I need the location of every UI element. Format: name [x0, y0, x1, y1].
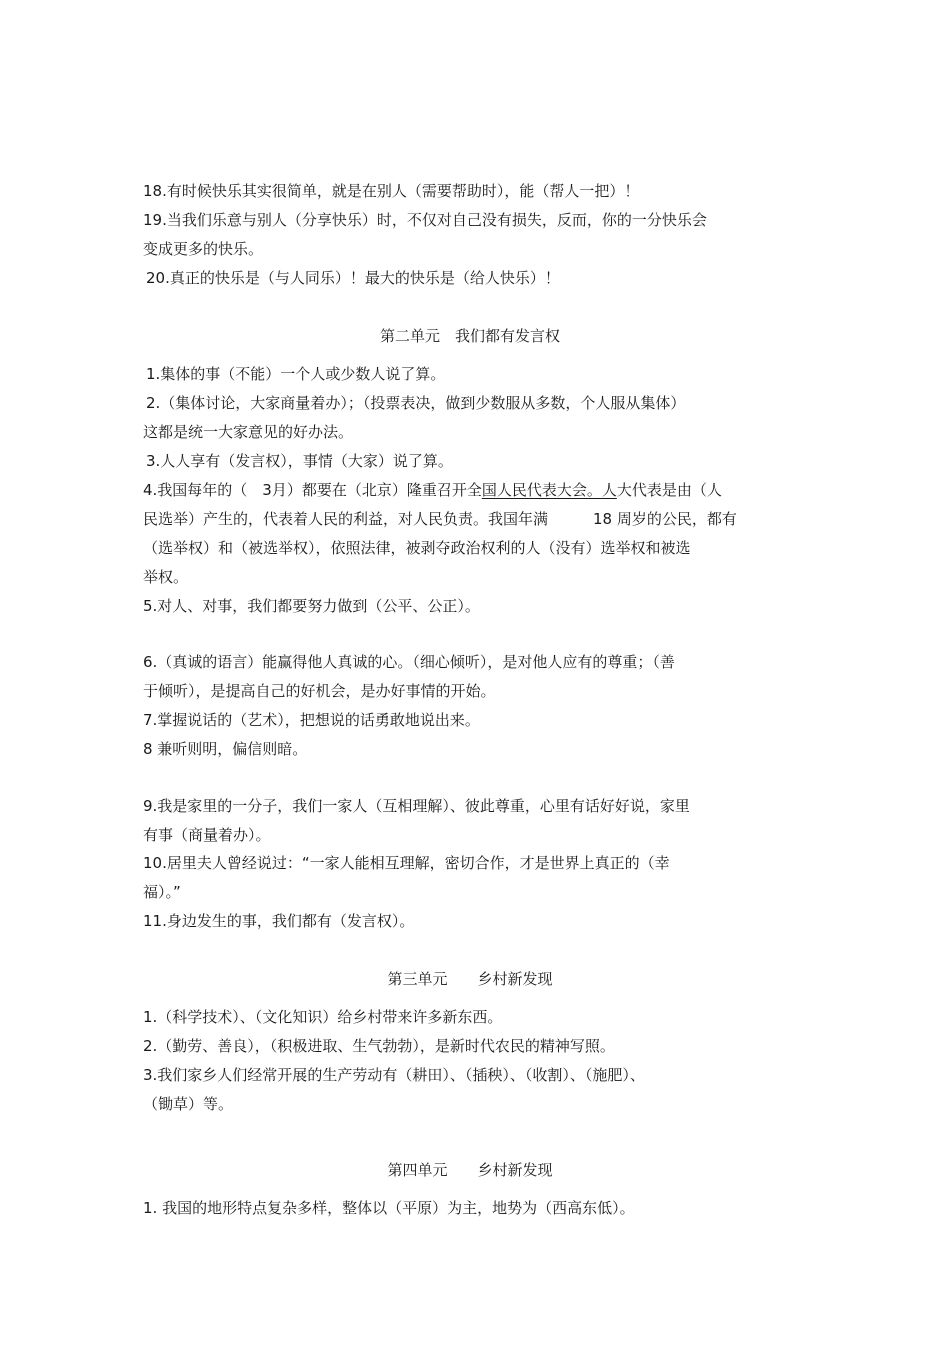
unit2-item-6: 6.（真诚的语言）能赢得他人真诚的心。（细心倾听），是对他人应有的尊重；（善: [143, 653, 675, 671]
unit2-item-11: 11.身边发生的事，我们都有（发言权）。: [143, 912, 415, 930]
unit1-item-20: 20.真正的快乐是（与人同乐）！最大的快乐是（给人快乐）！: [146, 269, 560, 287]
unit1-item-18: 18.有时候快乐其实很简单，就是在别人（需要帮助时），能（帮人一把）！: [143, 182, 640, 200]
unit3-item-1: 1.（科学技术）、（文化知识）给乡村带来许多新东西。: [143, 1008, 503, 1026]
unit2-item-9-cont: 有事（商量着办）。: [143, 826, 271, 844]
unit2-item-4-cont-3: 举权。: [143, 568, 189, 586]
unit4-item-1: 1. 我国的地形特点复杂多样，整体以（平原）为主，地势为（西高东低）。: [143, 1199, 635, 1217]
unit2-item-4-cont-1: 民选举）产生的，代表着人民的利益，对人民负责。我国年满 18 周岁的公民，都有: [143, 510, 737, 528]
unit2-item-8: 8 兼听则明，偏信则暗。: [143, 740, 308, 758]
unit2-item-7: 7.掌握说话的（艺术），把想说的话勇敢地说出来。: [143, 711, 480, 729]
unit4-heading: 第四单元 乡村新发现: [387, 1161, 553, 1179]
unit2-item-5: 5.对人、对事，我们都要努力做到（公平、公正）。: [143, 597, 480, 615]
unit2-item-2-cont: 这都是统一大家意见的好办法。: [143, 423, 354, 441]
unit1-item-19-cont: 变成更多的快乐。: [143, 240, 264, 258]
unit1-item-19: 19.当我们乐意与别人（分享快乐）时，不仅对自己没有损失，反而，你的一分快乐会: [143, 211, 707, 229]
unit2-item-4-underlined: 国人民代表大会。人: [481, 481, 617, 499]
unit2-item-6-cont: 于倾听），是提高自己的好机会，是办好事情的开始。: [143, 682, 496, 700]
unit2-item-4-cont-2: （选举权）和（被选举权），依照法律，被剥夺政治权利的人（没有）选举权和被选: [143, 539, 691, 557]
unit2-item-4-part-c: 大代表是由（人: [616, 481, 722, 499]
unit2-item-4: [143, 480, 722, 500]
unit3-item-2: 2.（勤劳、善良），（积极进取、生气勃勃），是新时代农民的精神写照。: [143, 1037, 615, 1055]
unit2-item-10: 10.居里夫人曾经说过：“一家人能相互理解，密切合作，才是世界上真正的（幸: [143, 854, 670, 872]
unit2-item-2: 2.（集体讨论，大家商量着办）；（投票表决，做到少数服从多数，个人服从集体）: [146, 394, 686, 412]
unit3-heading: 第三单元 乡村新发现: [387, 970, 553, 988]
unit3-item-3: 3.我们家乡人们经常开展的生产劳动有（耕田）、（插秧）、（收割）、（施肥）、: [143, 1066, 645, 1084]
unit3-item-3-cont: （锄草）等。: [143, 1095, 234, 1113]
unit2-item-1: 1.集体的事（不能）一个人或少数人说了算。: [146, 365, 446, 383]
unit2-item-10-cont: 福）。”: [143, 883, 181, 901]
unit2-item-3: 3.人人享有（发言权），事情（大家）说了算。: [146, 452, 453, 470]
unit2-item-4-part-a: 4.我国每年的（ 3月）都要在（北京）隆重召开全: [143, 481, 482, 499]
unit2-heading: 第二单元 我们都有发言权: [379, 327, 560, 345]
unit2-item-9: 9.我是家里的一分子，我们一家人（互相理解）、彼此尊重，心里有话好好说，家里: [143, 797, 690, 815]
